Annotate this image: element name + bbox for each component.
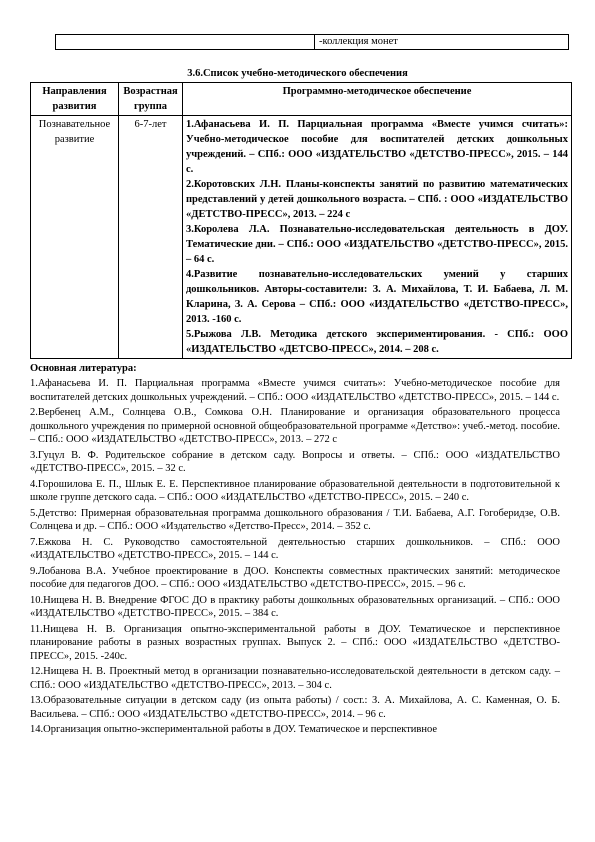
list-item: 1.Афанасьева И. П. Парциальная программа «Вместе учимся считать»: Учебно-методическое пособие для воспитателей детских дошкольных учреждений. – СПб.: ООО «ИЗДАТЕЛЬСТВО «ДЕТСТВО-ПРЕСС», 2015. – 144 с. — [30, 378, 560, 403]
list-item: 4.Развитие познавательно-исследовательских умений у старших дошкольников. Авторы-составители: З. А. Михайлова, Т. И. Бабаева, Л. М. Кларина, З. А. Серова – СПб.: ООО «ИЗДАТЕЛЬСТВО «ДЕТСТВО-ПРЕСС», 2013. -160 с. — [186, 269, 568, 325]
list-item: 14.Организация опытно-экспериментальной работы в ДОУ. Тематическое и перспективное — [30, 724, 438, 735]
list-item: 3.Королева Л.А. Познавательно-исследовательская деятельность в ДОУ. Тематические дни. – СПб.: ООО «ИЗДАТЕЛЬСТВО «ДЕТСТВО-ПРЕСС», 2015. – 64 с. — [186, 224, 568, 265]
list-item: 2.Вербенец А.М., Солнцева О.В., Сомкова О.Н. Планирование и организация образовательного процесса дошкольного учреждения по примерной основной общеобразовательной программе «Детство»: учеб.-метод. пособие. – СПб.: ООО «ИЗДАТЕЛЬСТВО «ДЕТСТВО-ПРЕСС», 2013. – 272 с — [30, 407, 560, 445]
table-header-row — [31, 83, 572, 116]
program-cell — [183, 116, 572, 359]
methodical-support-table — [30, 82, 572, 359]
list-item: 5.Рыжова Л.В. Методика детского экспериментирования. - СПб.: ООО «ИЗДАТЕЛЬСТВО «ДЕТСВО-ПРЕСС», 2014. – 208 с. — [186, 329, 568, 355]
table-row — [31, 116, 572, 359]
age-group-cell: 6-7-лет — [119, 116, 183, 359]
list-item: 3.Гуцул В. Ф. Родительское собрание в детском саду. Вопросы и ответы. – СПб.: ООО «ИЗДАТЕЛЬСТВО «ДЕТСТВО-ПРЕСС», 2015. – 32 с. — [30, 449, 560, 474]
column-header-direction: Направления развития — [31, 83, 119, 116]
literature-title: Основная литература: — [30, 363, 137, 374]
list-item: 4.Горошилова Е. П., Шлык Е. Е. Перспективное планирование образовательной деятельности в подготовительной к школе группе детского сада. – СПб.: ООО «ИЗДАТЕЛЬСТВО «ДЕТСТВО-ПРЕСС», 2015. – 240 с. — [30, 478, 560, 503]
list-item: 7.Ежкова Н. С. Руководство самостоятельной деятельностью старших дошкольников. – СПб.: ООО «ИЗДАТЕЛЬСТВО «ДЕТСТВО-ПРЕСС», 2015. – 144 с. — [30, 536, 560, 561]
list-item: 12.Нищева Н. В. Проектный метод в организации познавательно-исследовательской деятельности в детском саду. – СПб.: ООО «ИЗДАТЕЛЬСТВО «ДЕТСТВО-ПРЕСС», 2013. – 304 с. — [30, 666, 560, 691]
list-item: 9.Лобанова В.А. Учебное проектирование в ДОО. Конспекты совместных практических занятий: методическое пособие для педагогов ДОО. – СПб.: ООО «ИЗДАТЕЛЬСТВО «ДЕТСТВО-ПРЕСС», 2015. – 96 с. — [30, 565, 560, 590]
list-item: 13.Образовательные ситуации в детском саду (из опыта работы) / сост.: З. А. Михайлова, А. С. Каменная, О. Б. Васильева. – СПб.: ООО «ИЗДАТЕЛЬСТВО «ДЕТСТВО-ПРЕСС», 2014. – 96 с. — [30, 695, 560, 720]
list-item: 5.Детство: Примерная образовательная программа дошкольного образования / Т.И. Бабаева, А.Г. Гогоберидзе, О.В. Солнцева и др. – СПб.: ООО «Издательство «Детство-Пресс», 2014. – 352 с. — [30, 507, 560, 532]
section-title: 3.6.Список учебно-методического обеспечения — [187, 68, 408, 79]
list-item: 10.Нищева Н. В. Внедрение ФГОС ДО в практику работы дошкольных образовательных организаций. – СПб.: ООО «ИЗДАТЕЛЬСТВО «ДЕТСТВО-ПРЕСС», 2015. – 384 с. — [30, 594, 560, 619]
column-header-program: Программно-методическое обеспечение — [183, 83, 572, 116]
top-table-fragment — [55, 34, 569, 50]
column-header-age-group: Возрастная группа — [119, 83, 183, 116]
table-cell: -коллекция монет — [315, 35, 569, 50]
table-cell — [56, 35, 315, 50]
list-item: 1.Афанасьева И. П. Парциальная программа «Вместе учимся считать»: Учебно-методическое пособие для воспитателей детских дошкольных учреждений. – СПб.: ООО «ИЗДАТЕЛЬСТВО «ДЕТСТВО-ПРЕСС», 2015. – 144 с. — [186, 119, 568, 175]
table-row — [56, 35, 569, 50]
list-item: 2.Коротовских Л.Н. Планы-конспекты занятий по развитию математических представлений у детей дошкольного возраста. – СПб. : ООО «ИЗДАТЕЛЬСТВО «ДЕТСТВО-ПРЕСС», 2013. – 224 с — [186, 179, 568, 220]
direction-cell: Познавательное развитие — [31, 116, 119, 359]
literature-list — [30, 377, 560, 739]
list-item: 11.Нищева Н. В. Организация опытно-экспериментальной работы в ДОУ. Тематическое и перспективное планирование работы в разных возрастных группах. Выпуск 2. – СПб.: ООО «ИЗДАТЕЛЬСТВО «ДЕТСТВО-ПРЕСС», 2015. -240с. — [30, 623, 560, 662]
